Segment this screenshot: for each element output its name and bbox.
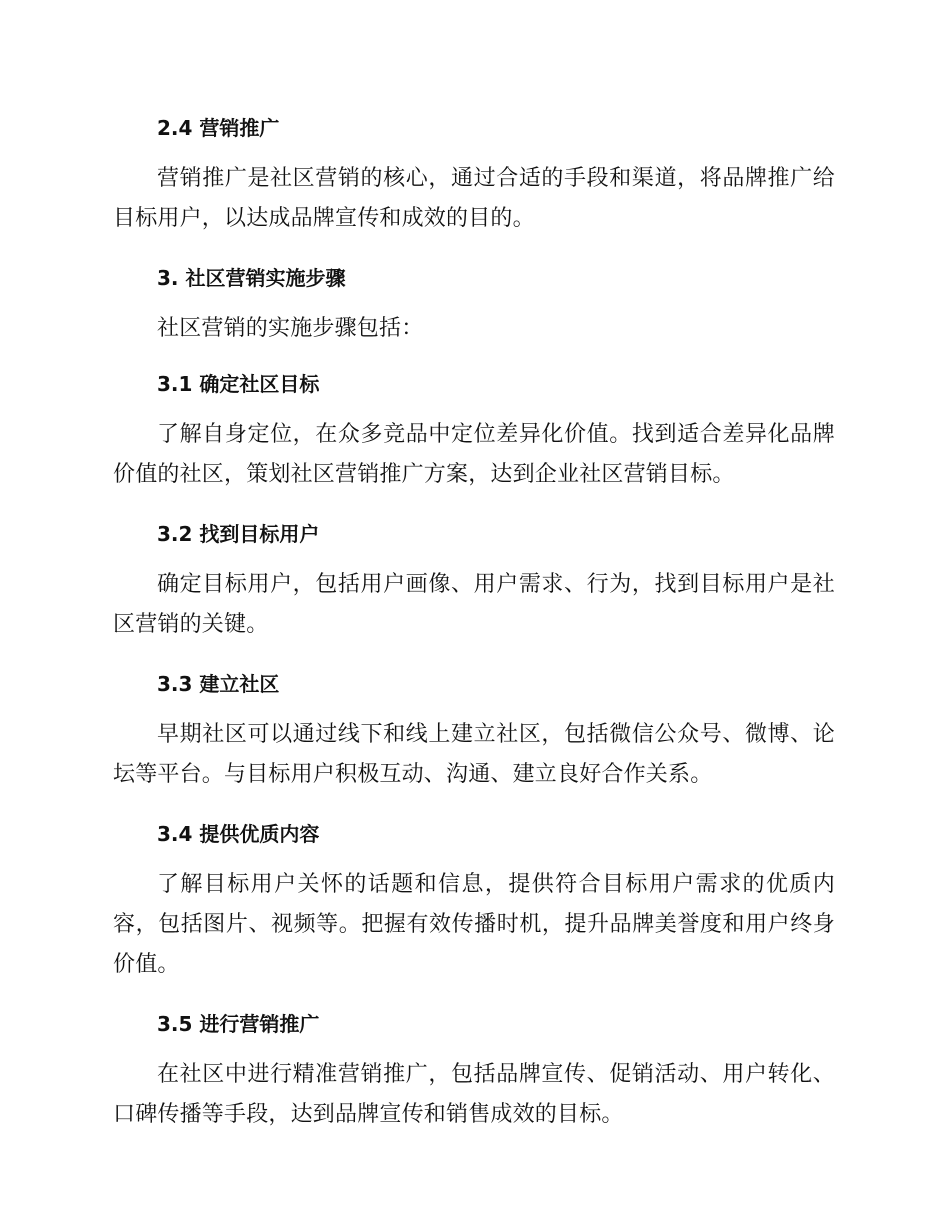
paragraph-target-users: 确定目标用户，包括用户画像、用户需求、行为，找到目标用户是社区营销的关键。 [113, 572, 835, 637]
paragraph-quality-content: 了解目标用户关怀的话题和信息，提供符合目标用户需求的优质内容，包括图片、视频等。把握有效传播时机，提升品牌美誉度和用户终身价值。 [113, 872, 835, 977]
paragraph-implementation-steps: 社区营销的实施步骤包括： [157, 316, 424, 341]
section-heading-2-4: 2.4 营销推广 [157, 116, 280, 140]
section-heading-3-5: 3.5 进行营销推广 [157, 1012, 320, 1036]
paragraph-community-goal: 了解自身定位，在众多竞品中定位差异化价值。找到适合差异化品牌价值的社区，策划社区营销推广方案，达到企业社区营销目标。 [113, 422, 835, 487]
section-heading-3-3: 3.3 建立社区 [157, 672, 280, 696]
section-heading-3-1: 3.1 确定社区目标 [157, 372, 320, 396]
paragraph-build-community: 早期社区可以通过线下和线上建立社区，包括微信公众号、微博、论坛等平台。与目标用户积极互动、沟通、建立良好合作关系。 [113, 722, 835, 787]
document-body [113, 107, 835, 1153]
section-heading-3-4: 3.4 提供优质内容 [157, 822, 320, 846]
section-heading-3: 3. 社区营销实施步骤 [157, 266, 346, 290]
paragraph-marketing-promotion: 营销推广是社区营销的核心，通过合适的手段和渠道，将品牌推广给目标用户，以达成品牌宣传和成效的目的。 [113, 166, 835, 231]
section-heading-3-2: 3.2 找到目标用户 [157, 522, 320, 546]
paragraph-marketing-execution: 在社区中进行精准营销推广，包括品牌宣传、促销活动、用户转化、口碑传播等手段，达到品牌宣传和销售成效的目标。 [113, 1062, 835, 1127]
